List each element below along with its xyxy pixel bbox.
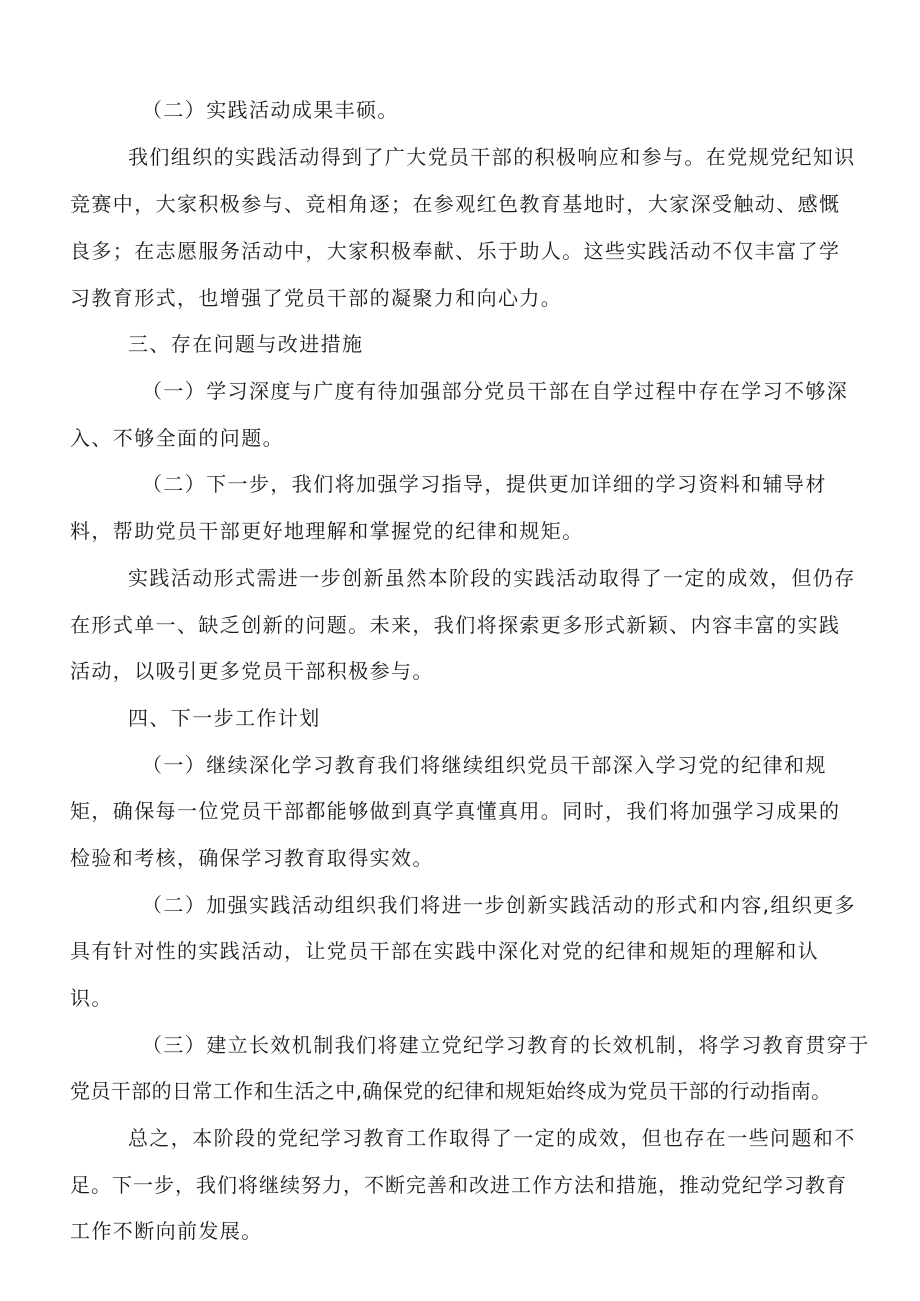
paragraph-line: 工作不断向前发展。: [70, 1219, 263, 1243]
paragraph-line: （一）学习深度与广度有待加强部分党员干部在自学过程中存在学习不够深: [142, 379, 849, 403]
paragraph-line: 我们组织的实践活动得到了广大党员干部的积极响应和参与。在党规党纪知识: [128, 145, 856, 169]
paragraph-line: 在形式单一、缺乏创新的问题。未来，我们将探索更多形式新颖、内容丰富的实践: [70, 613, 841, 637]
paragraph-line: （二）下一步，我们将加强学习指导，提供更加详细的学习资料和辅导材: [142, 472, 827, 496]
paragraph-line: 党员干部的日常工作和生活之中,确保党的纪律和规矩始终成为党员干部的行动指南。: [70, 1079, 832, 1103]
paragraph-line: 入、不够全面的问题。: [70, 426, 284, 450]
paragraph-line: 实践活动形式需进一步创新虽然本阶段的实践活动取得了一定的成效，但仍存: [128, 566, 856, 590]
section-heading-next-plan: 四、下一步工作计划: [128, 706, 321, 730]
paragraph-line: 竞赛中，大家积极参与、竞相角逐；在参观红色教育基地时，大家深受触动、感慨: [70, 192, 841, 216]
paragraph-line: 足。下一步，我们将继续努力，不断完善和改进工作方法和措施，推动党纪学习教育: [70, 1173, 847, 1197]
paragraph-line: 良多；在志愿服务活动中，大家积极奉献、乐于助人。这些实践活动不仅丰富了学: [70, 239, 841, 263]
paragraph-line: 料，帮助党员干部更好地理解和掌握党的纪律和规矩。: [70, 519, 584, 543]
subheading-practice-results: （二）实践活动成果丰硕。: [142, 98, 399, 122]
paragraph-line: （三）建立长效机制我们将建立党纪学习教育的长效机制，将学习教育贯穿于: [142, 1033, 870, 1057]
section-heading-problems: 三、存在问题与改进措施: [128, 332, 364, 356]
paragraph-line: 具有针对性的实践活动，让党员干部在实践中深化对党的纪律和规矩的理解和认: [70, 939, 819, 963]
paragraph-line: （一）继续深化学习教育我们将继续组织党员干部深入学习党的纪律和规: [142, 753, 827, 777]
paragraph-line: 总之，本阶段的党纪学习教育工作取得了一定的成效，但也存在一些问题和不: [128, 1126, 856, 1150]
paragraph-line: 识。: [70, 986, 113, 1010]
paragraph-line: 活动，以吸引更多党员干部积极参与。: [70, 659, 434, 683]
paragraph-line: （二）加强实践活动组织我们将进一步创新实践活动的形式和内容,组织更多: [142, 893, 856, 917]
paragraph-line: 习教育形式，也增强了党员干部的凝聚力和向心力。: [70, 286, 563, 310]
paragraph-line: 矩，确保每一位党员干部都能够做到真学真懂真用。同时，我们将加强学习成果的: [70, 799, 841, 823]
paragraph-line: 检验和考核，确保学习教育取得实效。: [70, 846, 434, 870]
